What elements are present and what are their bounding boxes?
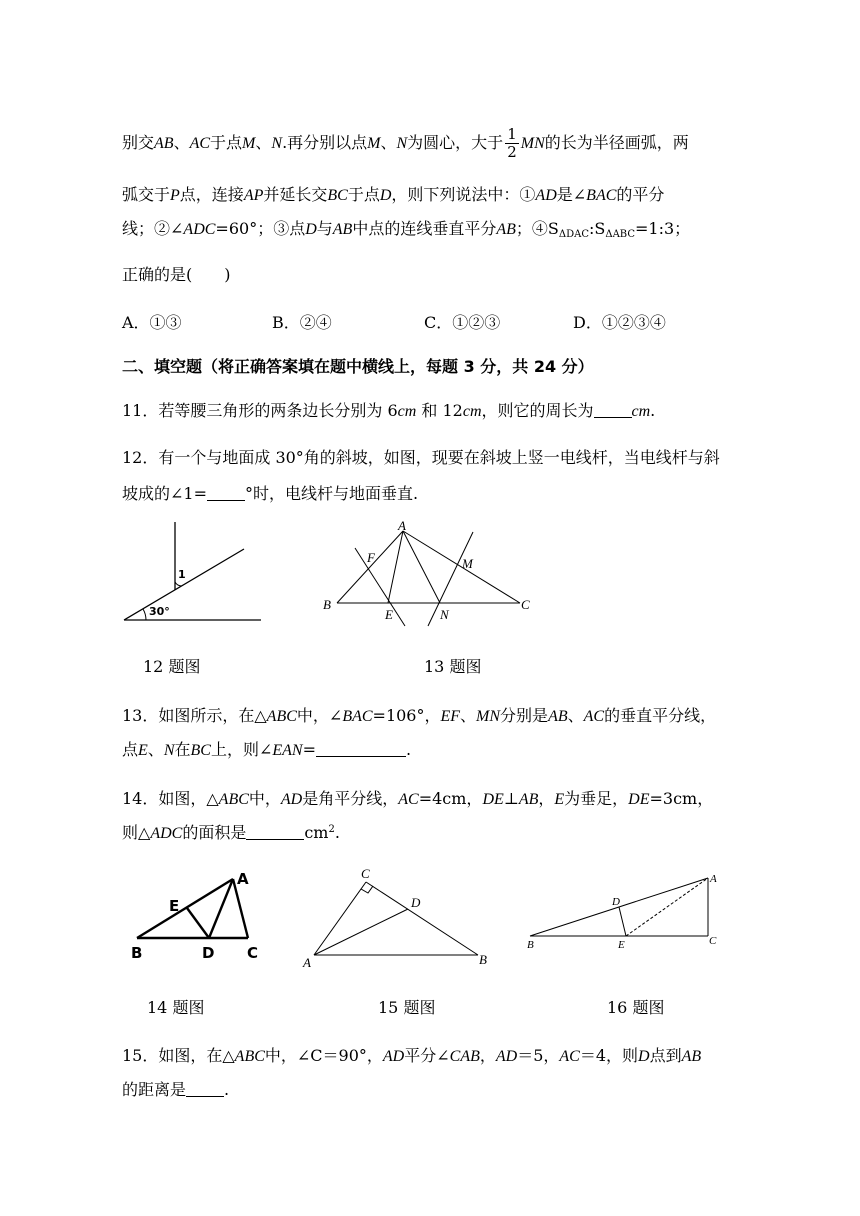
q12-line-2: 坡成的∠1= °时，电线杆与地面垂直.	[122, 484, 419, 503]
point-B: B	[131, 944, 143, 962]
q14-line-2: 则△ADC的面积是 $cm^2$.	[122, 823, 340, 842]
answer-blank[interactable]	[186, 1082, 224, 1097]
q15-line-1: 15．如图，在△ABC中，∠C＝90°，AD平分∠CAB，AD＝5，AC＝4，则D点到AB	[122, 1046, 702, 1065]
point-C: C	[247, 944, 259, 962]
fig14-caption: 14 题图	[147, 998, 205, 1017]
fig13-caption: 13 题图	[424, 657, 482, 676]
point-A: A	[398, 518, 406, 533]
answer-blank[interactable]	[316, 742, 406, 757]
point-C: C	[361, 866, 370, 881]
fig12-caption: 12 题图	[143, 657, 201, 676]
q12-line-1: 12．有一个与地面成 30°角的斜坡，如图，现要在斜坡上竖一电线杆，当电线杆与斜	[122, 448, 720, 467]
option-b: B．②④	[272, 313, 332, 332]
figure-12	[120, 518, 270, 628]
figure-14	[125, 860, 275, 970]
point-E: E	[385, 607, 393, 622]
point-C: C	[521, 597, 530, 612]
q10-line-1: 别交AB、AC于点M、N.再分别以点M、N为圆心，大于 $\frac{1}{2}$ MN的长为半径画弧，两	[122, 125, 689, 161]
answer-blank[interactable]	[246, 825, 304, 840]
point-B: B	[479, 952, 487, 967]
point-B: B	[527, 939, 534, 951]
q10-line-2: 弧交于P点，连接AP并延长交BC于点D，则下列说法中：①AD是∠BAC的平分	[122, 185, 665, 204]
angle-1-label: 1	[178, 568, 186, 581]
figure-13	[315, 518, 550, 633]
point-B: B	[323, 597, 331, 612]
q14-line-1: 14．如图，△ABC中，AD是角平分线，AC=4cm，DE⊥AB，E为垂足，DE=3cm，	[122, 789, 714, 808]
point-F: F	[367, 550, 375, 565]
point-A: A	[303, 955, 311, 970]
point-N: N	[440, 607, 449, 622]
angle-30-label: 30°	[149, 605, 170, 618]
option-a: A．①③	[122, 313, 182, 332]
point-C: C	[709, 935, 717, 947]
point-A: A	[237, 870, 249, 888]
point-M: M	[462, 556, 473, 571]
q11: 11．若等腰三角形的两条边长分别为 6cm 和 12cm，则它的周长为 cm.	[122, 401, 656, 420]
point-D: D	[612, 896, 620, 908]
option-c: C．①②③	[424, 313, 501, 332]
point-E: E	[618, 939, 625, 951]
figure-16	[522, 864, 732, 954]
point-E: E	[169, 897, 180, 915]
figure-15	[300, 862, 500, 972]
point-D: D	[411, 895, 421, 910]
q13-line-2: 点E、N在BC上，则∠EAN= .	[122, 740, 412, 759]
q15-line-2: 的距离是 .	[122, 1080, 230, 1099]
q10-line-4: 正确的是( )	[122, 265, 231, 284]
fig15-caption: 15 题图	[378, 998, 436, 1017]
point-A: A	[710, 873, 717, 885]
fraction-one-half: $\frac{1}{2}$	[507, 125, 517, 161]
q13-line-1: 13．如图所示，在△ABC中，∠BAC=106°，EF、MN分别是AB、AC的垂直平分线，	[122, 706, 717, 725]
option-d: D．①②③④	[573, 313, 666, 332]
answer-blank[interactable]	[207, 486, 245, 501]
answer-blank[interactable]	[594, 403, 632, 418]
q10-line-3: 线；②∠ADC=60°；③点D与AB中点的连线垂直平分AB；$④S_{\Delta DAC}:S_{\Delta ABC}=1:3$；	[122, 219, 691, 240]
point-D: D	[202, 944, 215, 962]
fig16-caption: 16 题图	[607, 998, 665, 1017]
section-heading: 二、填空题（将正确答案填在题中横线上，每题 3 分，共 24 分）	[122, 357, 594, 376]
